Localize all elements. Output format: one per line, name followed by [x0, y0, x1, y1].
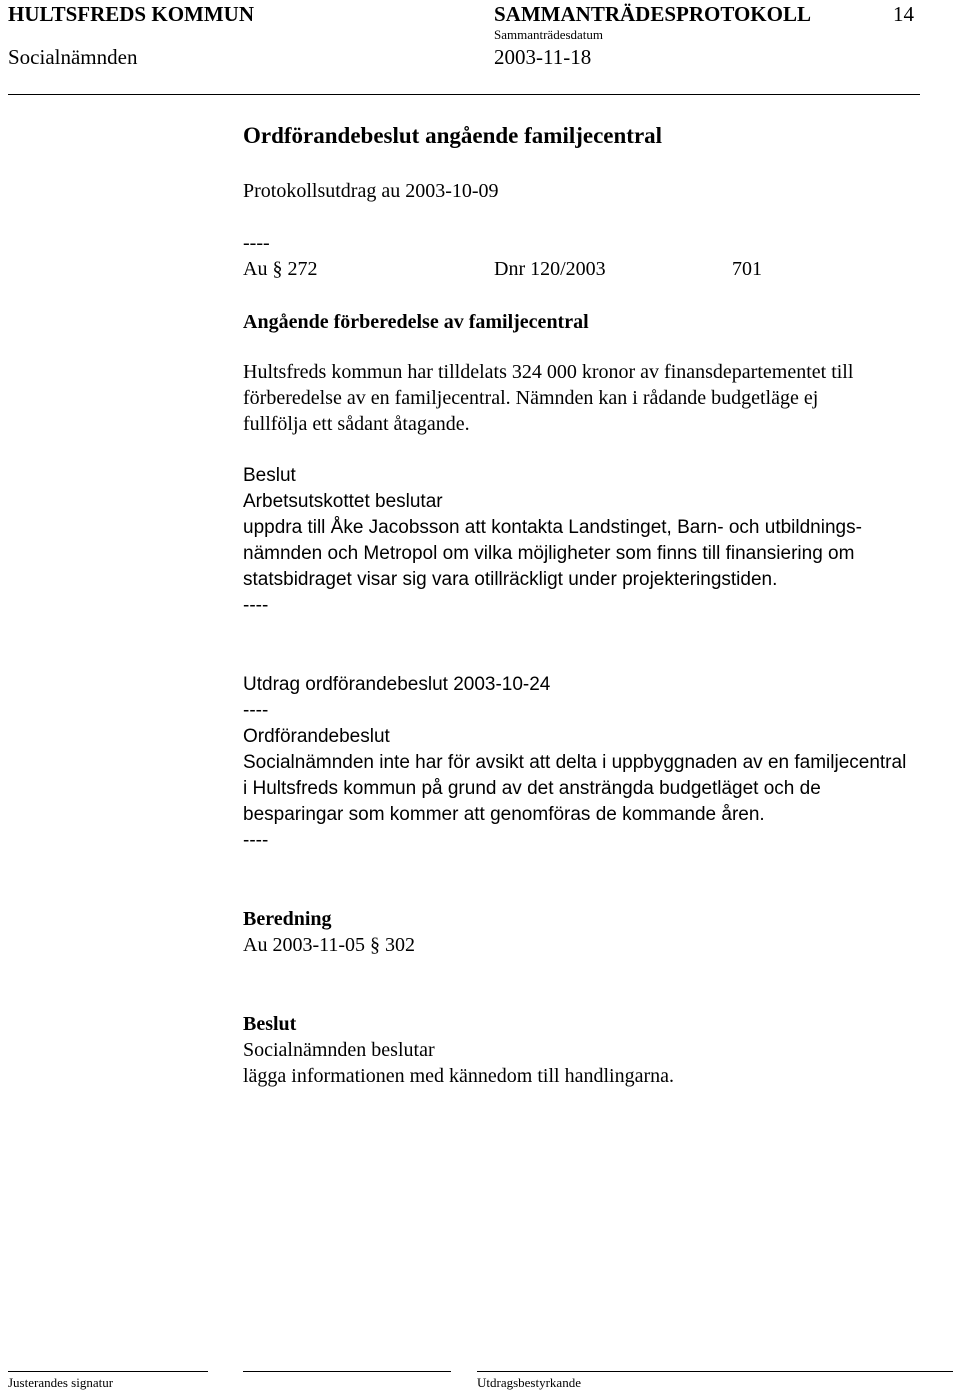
- au-decision-heading: Beslut: [243, 465, 296, 486]
- beredning-ref: [243, 932, 415, 958]
- ref-au-label: Au: [243, 258, 268, 280]
- footer-rule-left: [8, 1371, 208, 1372]
- section-sign-icon: §: [370, 934, 381, 956]
- final-decision: [243, 1011, 674, 1089]
- page-title: Ordförandebeslut angående familjecentral: [243, 123, 663, 148]
- au-decision-line: Arbetsutskottet beslutar: [243, 491, 443, 512]
- au-decision-line: uppdra till Åke Jacobsson att kontakta Landstinget, Barn- och utbildnings-: [243, 517, 862, 538]
- decision-heading: Beslut: [243, 1013, 297, 1035]
- separator: ----: [243, 700, 269, 721]
- separator: ----: [243, 830, 269, 851]
- footer-rule-mid: [243, 1371, 451, 1372]
- au-decision-line: nämnden och Metropol om vilka möjligheter som finns till finansiering om: [243, 543, 855, 564]
- extract-body: [243, 359, 853, 437]
- ref-paragraph: 272: [287, 258, 318, 280]
- date-label: Sammanträdesdatum: [494, 27, 604, 42]
- beredning-ref-prefix: Au 2003-11-05: [243, 934, 366, 956]
- signature-label: Justerandes signatur: [8, 1375, 114, 1390]
- decision-line: lägga informationen med kännedom till handlingarna.: [243, 1065, 674, 1087]
- ref-code: 701: [732, 258, 762, 280]
- ref-au: [243, 256, 317, 282]
- ref-dnr: Dnr 120/2003: [494, 258, 606, 280]
- section-sign-icon: §: [272, 258, 283, 280]
- decision-line: Socialnämnden beslutar: [243, 1039, 435, 1061]
- chair-decision-line: besparingar som kommer att genomföras de kommande åren.: [243, 804, 765, 825]
- certification-label: Utdragsbestyrkande: [477, 1375, 581, 1390]
- body-line: Hultsfreds kommun har tilldelats 324 000 kronor av finansdepartementet till: [243, 361, 854, 383]
- body-line: förberedelse av en familjecentral. Nämnden kan i rådande budgetläge ej: [243, 387, 819, 409]
- footer-rule-right: [477, 1371, 953, 1372]
- au-decision-line: statsbidraget visar sig vara otillräckligt under projekteringstiden.: [243, 569, 778, 590]
- chair-decision-line: Socialnämnden inte har för avsikt att delta i uppbyggnaden av en familjecentral: [243, 752, 907, 773]
- subject-heading: Angående förberedelse av familjecentral: [243, 311, 589, 333]
- extract-heading: Protokollsutdrag au 2003-10-09: [243, 180, 499, 202]
- chair-decision-extract: [243, 672, 906, 854]
- doc-type: SAMMANTRÄDESPROTOKOLL: [494, 2, 811, 26]
- page-number: 14: [893, 2, 914, 26]
- header-rule: [8, 94, 920, 95]
- body-line: fullfölja ett sådant åtagande.: [243, 413, 470, 435]
- chair-decision-heading: Ordförandebeslut: [243, 726, 390, 747]
- chair-decision-line: i Hultsfreds kommun på grund av det ansträngda budgetläget och de: [243, 778, 821, 799]
- meeting-date: 2003-11-18: [494, 45, 592, 69]
- committee-name: Socialnämnden: [8, 45, 138, 69]
- beredning-heading: Beredning: [243, 908, 332, 930]
- au-decision: [243, 463, 862, 619]
- org-name: HULTSFREDS KOMMUN: [8, 2, 255, 26]
- separator: ----: [243, 595, 269, 616]
- beredning-ref-paragraph: 302: [385, 934, 416, 956]
- extract2-heading: Utdrag ordförandebeslut 2003-10-24: [243, 674, 551, 695]
- separator: ----: [243, 232, 270, 254]
